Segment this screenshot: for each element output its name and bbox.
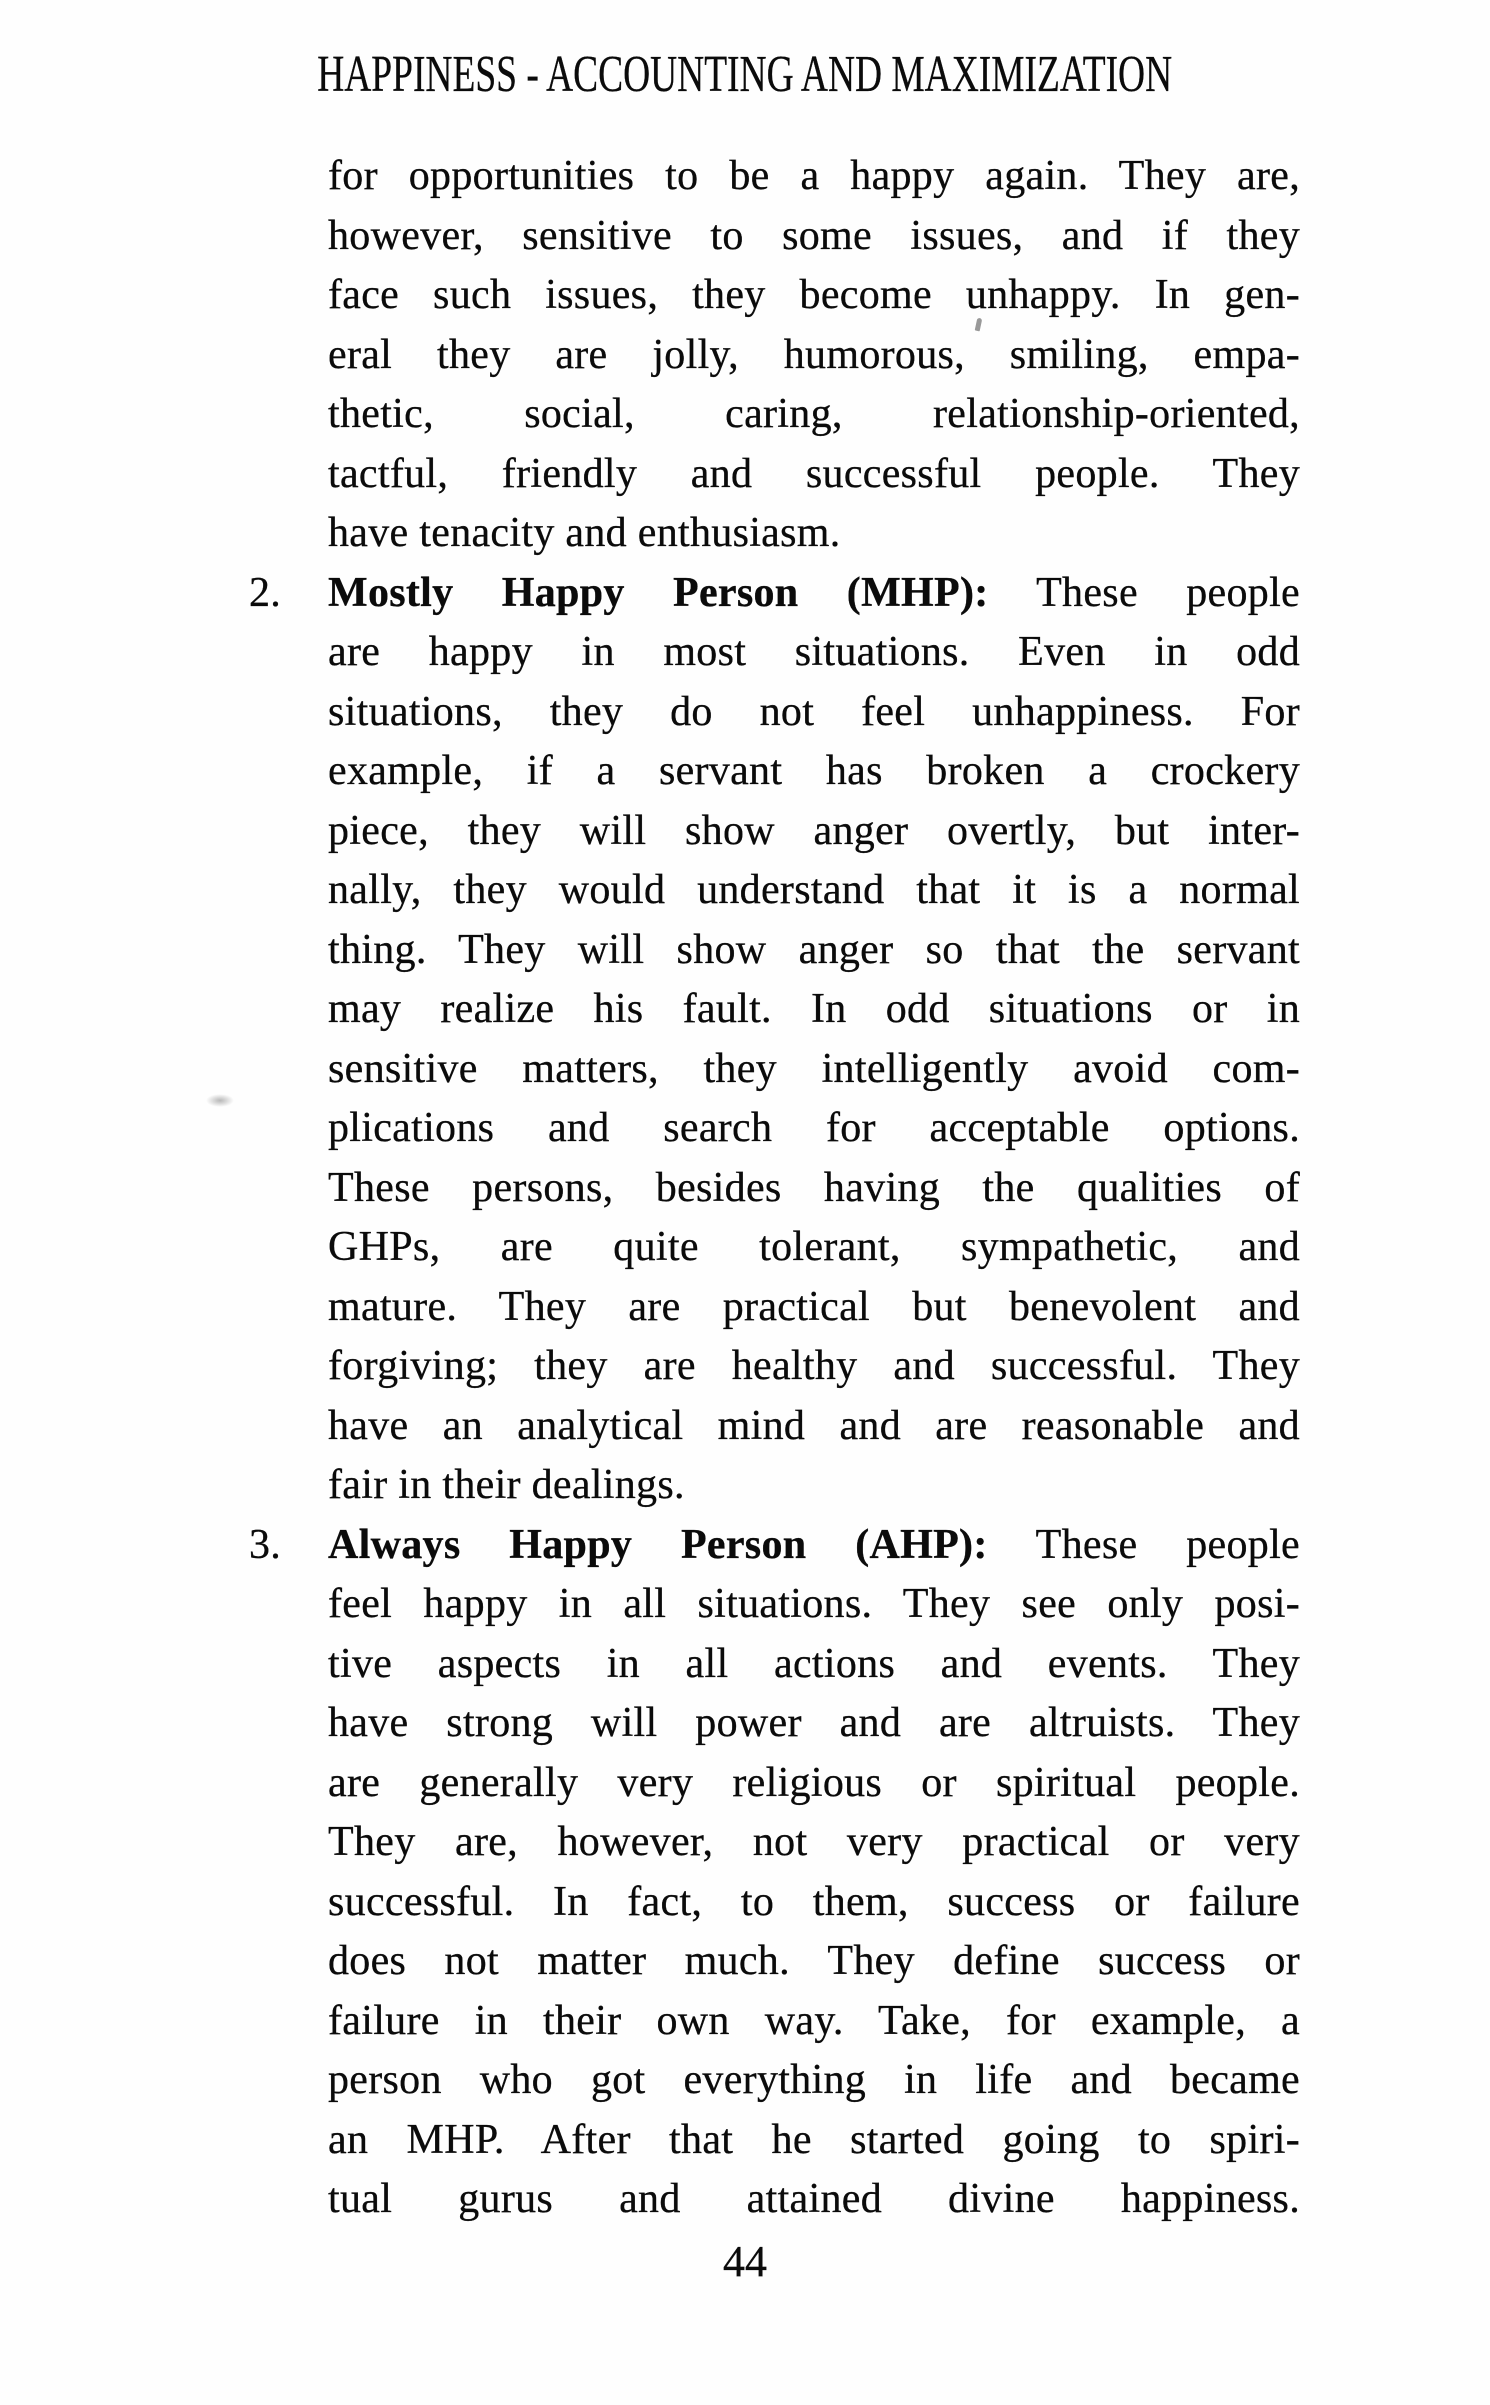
list-item-3-text [328, 1516, 1300, 2230]
text-line: successful. In fact, to them, success or failure [328, 1878, 1300, 1925]
text-line: have strong will power and are altruists. They [328, 1700, 1300, 1746]
text-block [249, 147, 1300, 2230]
text-line: person who got everything in life and became [328, 2057, 1300, 2103]
running-header-text: HAPPINESS - ACCOUNTING AND MAXIMIZATION [317, 46, 1173, 103]
page-number: 44 [723, 2237, 767, 2286]
text-line: thetic, social, caring, relationship-oriented, [328, 391, 1300, 437]
bold-run-in-label: Mostly Happy Person (MHP): [328, 569, 989, 616]
scan-artifact-smudge [206, 1094, 234, 1107]
text-line: tual gurus and attained divine happiness. [328, 2176, 1300, 2222]
text-line: are generally very religious or spiritual people. [328, 1759, 1300, 1806]
text-line: forgiving; they are healthy and successful. They [328, 1343, 1300, 1389]
text-line: These persons, besides having the qualities of [328, 1164, 1300, 1211]
text-line: eral they are jolly, humorous, smiling, empa- [328, 331, 1300, 378]
text-line: for opportunities to be a happy again. They are, [328, 153, 1300, 199]
list-item-2-text [328, 564, 1300, 1516]
text-line: are happy in most situations. Even in odd [328, 629, 1300, 675]
text-line: Always Happy Person (AHP): These people [328, 1521, 1300, 1568]
text-line: sensitive matters, they intelligently avoid com- [328, 1045, 1300, 1092]
list-item-2 [249, 564, 1300, 1516]
text-line: plications and search for acceptable options. [328, 1105, 1300, 1151]
text-line: tive aspects in all actions and events. They [328, 1640, 1300, 1687]
text-line: GHPs, are quite tolerant, sympathetic, and [328, 1224, 1300, 1270]
text-line: thing. They will show anger so that the servant [328, 926, 1300, 973]
text-line: Mostly Happy Person (MHP): These people [328, 569, 1300, 616]
bold-run-in-label: Always Happy Person (AHP): [328, 1521, 988, 1568]
text-line: nally, they would understand that it is a normal [328, 867, 1300, 913]
text-line: example, if a servant has broken a crockery [328, 748, 1300, 794]
text-line: feel happy in all situations. They see only posi- [328, 1581, 1300, 1627]
text-line: however, sensitive to some issues, and if they [328, 212, 1300, 259]
text-line: may realize his fault. In odd situations or in [328, 986, 1300, 1032]
text-line: They are, however, not very practical or very [328, 1819, 1300, 1865]
text-line: situations, they do not feel unhappiness. For [328, 688, 1300, 735]
list-item-3 [249, 1516, 1300, 2230]
text-line: failure in their own way. Take, for example, a [328, 1997, 1300, 2044]
text-line: have an analytical mind and are reasonable and [328, 1402, 1300, 1449]
text-line: have tenacity and enthusiasm. [328, 510, 841, 556]
running-header [0, 46, 1490, 103]
list-number-2: 2. [249, 569, 282, 616]
text-line: an MHP. After that he started going to spiri- [328, 2116, 1300, 2163]
text-line: piece, they will show anger overtly, but inter- [328, 807, 1300, 854]
text-line: tactful, friendly and successful people. They [328, 450, 1300, 497]
paragraph-continuation [328, 147, 1300, 564]
text-line: does not matter much. They define success or [328, 1938, 1300, 1984]
list-number-3: 3. [249, 1521, 282, 1568]
text-line: face such issues, they become unhappy. In gen- [328, 272, 1300, 318]
text-line: fair in their dealings. [328, 1462, 685, 1508]
text-line: mature. They are practical but benevolent and [328, 1283, 1300, 1330]
